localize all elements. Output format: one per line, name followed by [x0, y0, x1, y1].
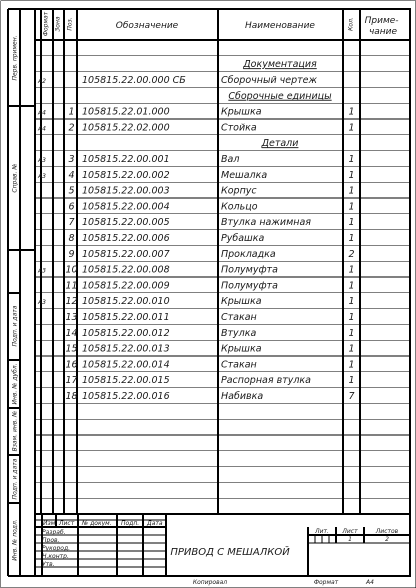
row-position: 12 — [65, 296, 78, 308]
row-quantity: 1 — [348, 185, 355, 197]
row-designation: 105815.22.01.000 — [82, 106, 170, 118]
row-designation: 105815.22.00.008 — [82, 264, 170, 276]
row-position: 15 — [65, 343, 78, 355]
table-header — [35, 11, 410, 40]
tb-col-signature: Подп. — [121, 520, 140, 527]
tb-col-doc-no: № докум. — [82, 520, 112, 527]
row-position: 9 — [68, 248, 75, 260]
row-quantity: 7 — [348, 390, 355, 402]
side-label-sign-date-1: Подп. и дата — [11, 305, 19, 347]
tb-sheet-value: 1 — [348, 536, 352, 543]
header-pos: Поз. — [66, 17, 74, 31]
row-quantity: 1 — [348, 122, 355, 134]
header-format: Формат — [42, 11, 50, 37]
row-position: 16 — [65, 359, 78, 371]
tb-role-norm-control: Н.контр. — [42, 553, 69, 560]
section-heading: Сборочные единицы — [228, 90, 332, 102]
row-name: Стойка — [221, 122, 257, 134]
tb-col-date: Дата — [147, 520, 163, 527]
header-zone: Зона — [54, 16, 62, 32]
row-position: 4 — [68, 169, 75, 181]
header-name: Наименование — [245, 21, 315, 31]
row-position: 13 — [65, 311, 78, 323]
row-designation: 105815.22.00.006 — [82, 232, 170, 244]
row-name: Прокладка — [221, 248, 276, 260]
row-name: Вал — [221, 153, 240, 165]
row-quantity: 1 — [348, 296, 355, 308]
row-position: 2 — [68, 122, 75, 134]
row-quantity: 1 — [348, 153, 355, 165]
sheet-border — [1, 1, 416, 588]
tb-sheets-label: Листов — [375, 528, 399, 535]
side-label-ref-no: Справ. № — [11, 163, 19, 193]
row-quantity: 1 — [348, 106, 355, 118]
tb-role-supervisor: Рукород. — [42, 545, 70, 552]
row-name: Крышка — [221, 343, 262, 355]
row-position: 11 — [65, 280, 78, 292]
row-quantity: 1 — [348, 232, 355, 244]
row-name: Полумуфта — [221, 280, 278, 292]
row-designation: 105815.22.00.002 — [82, 169, 170, 181]
row-format: А3 — [38, 172, 46, 180]
row-format: А3 — [38, 156, 46, 164]
row-quantity: 1 — [348, 201, 355, 213]
tb-lit-label: Лит. — [315, 528, 329, 535]
sheet-footer — [193, 579, 374, 586]
row-name: Крышка — [221, 106, 262, 118]
side-label-sign-date-2: Подп. и дата — [11, 458, 19, 500]
side-strip — [8, 9, 35, 576]
side-label-first-use: Перв. примен. — [11, 35, 19, 81]
row-designation: 105815.22.00.014 — [82, 359, 170, 371]
table-body — [37, 59, 354, 402]
row-name: Распорная втулка — [221, 375, 311, 387]
header-note: Приме- чание — [364, 16, 399, 37]
row-name: Сборочный чертеж — [221, 74, 318, 86]
row-name: Крышка — [221, 296, 262, 308]
tb-col-change: Изм — [43, 520, 56, 527]
row-name: Полумуфта — [221, 264, 278, 276]
row-designation: 105815.22.00.005 — [82, 217, 170, 229]
row-quantity: 1 — [348, 169, 355, 181]
row-designation: 105815.22.00.010 — [82, 296, 170, 308]
side-label-orig-inv: Инв. № подл. — [11, 519, 19, 561]
tb-sheets-value: 2 — [385, 536, 389, 543]
row-name: Втулка — [221, 327, 257, 339]
row-name: Стакан — [221, 359, 257, 371]
row-position: 14 — [65, 327, 78, 339]
row-quantity: 1 — [348, 280, 355, 292]
tb-sheet-label: Лист — [342, 528, 358, 535]
row-designation: 105815.22.00.007 — [82, 248, 170, 260]
row-format: А3 — [38, 299, 46, 307]
row-name: Рубашка — [221, 232, 265, 244]
row-position: 8 — [68, 232, 75, 244]
row-designation: 105815.22.00.013 — [82, 343, 170, 355]
row-designation: 105815.22.00.000 СБ — [82, 74, 186, 86]
row-name: Набивка — [221, 390, 264, 402]
row-name: Корпус — [221, 185, 257, 197]
row-format: А3 — [38, 267, 46, 275]
row-designation: 105815.22.00.016 — [82, 390, 170, 402]
row-designation: 105815.22.00.009 — [82, 280, 170, 292]
footer-format-value: А4 — [366, 579, 374, 586]
tb-role-developer: Разраб. — [42, 529, 66, 536]
document-title: ПРИВОД С МЕШАЛКОЙ — [170, 547, 290, 558]
row-quantity: 1 — [348, 327, 355, 339]
row-name: Стакан — [221, 311, 257, 323]
row-position: 6 — [68, 201, 75, 213]
row-position: 7 — [68, 217, 75, 229]
row-position: 10 — [65, 264, 78, 276]
tb-col-sheet: Лист — [59, 520, 75, 527]
section-heading: Документация — [243, 59, 317, 71]
row-name: Мешалка — [221, 169, 268, 181]
row-quantity: 1 — [348, 311, 355, 323]
row-quantity: 1 — [348, 343, 355, 355]
footer-copied: Копировал — [192, 579, 228, 586]
footer-format-label: Формат — [313, 579, 339, 586]
title-block — [35, 514, 410, 576]
row-name: Втулка нажимная — [221, 217, 312, 229]
tb-role-checker: Пров. — [42, 537, 60, 544]
header-qty: Кол. — [347, 17, 355, 31]
row-designation: 105815.22.02.000 — [82, 122, 170, 134]
row-format: А4 — [38, 125, 46, 133]
section-heading: Детали — [261, 138, 299, 150]
row-position: 3 — [68, 153, 75, 165]
row-designation: 105815.22.00.001 — [82, 153, 170, 165]
row-designation: 105815.22.00.012 — [82, 327, 170, 339]
row-quantity: 1 — [348, 217, 355, 229]
row-quantity: 1 — [348, 375, 355, 387]
row-position: 18 — [65, 390, 78, 402]
header-designation: Обозначение — [115, 21, 179, 31]
row-name: Кольцо — [221, 201, 258, 213]
side-label-dup-inv: Инв. № дубл. — [11, 363, 19, 405]
row-designation: 105815.22.00.011 — [82, 311, 170, 323]
row-quantity: 1 — [348, 264, 355, 276]
row-format: А4 — [38, 109, 46, 117]
row-position: 1 — [68, 106, 75, 118]
row-position: 5 — [68, 185, 75, 197]
side-label-repl-inv: Взам. инв. № — [11, 410, 19, 452]
tb-role-approver: Утв. — [42, 561, 55, 568]
row-designation: 105815.22.00.015 — [82, 375, 170, 387]
row-quantity: 1 — [348, 359, 355, 371]
row-format: А2 — [38, 77, 46, 85]
row-position: 17 — [65, 375, 78, 387]
row-quantity: 2 — [348, 248, 355, 260]
row-designation: 105815.22.00.004 — [82, 201, 170, 213]
row-designation: 105815.22.00.003 — [82, 185, 170, 197]
